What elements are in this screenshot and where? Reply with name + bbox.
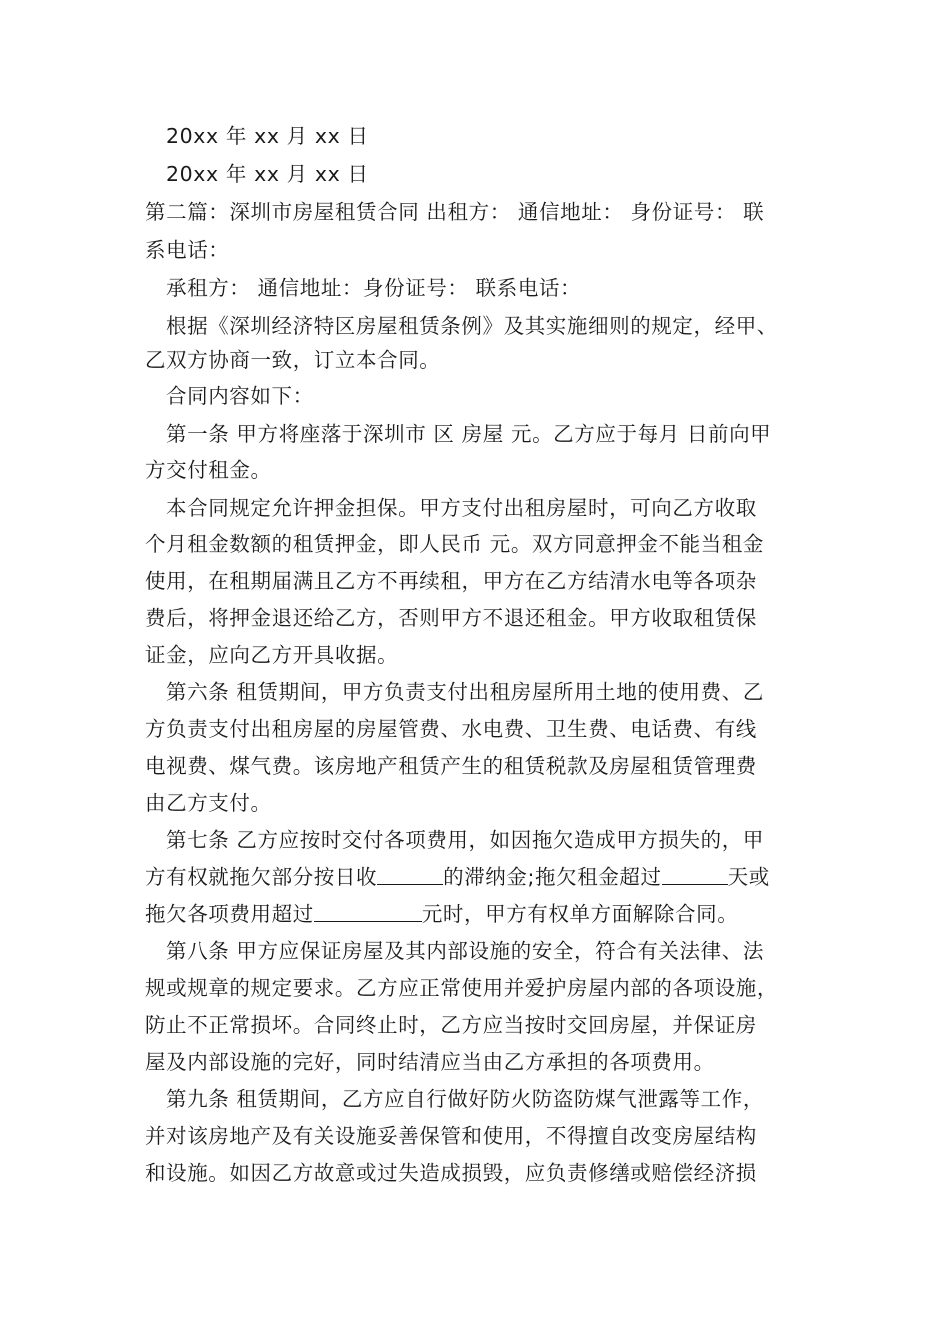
text-segment: 方有权就拖欠部分按日收: [145, 865, 378, 889]
fill-in-blank[interactable]: [314, 901, 422, 922]
tenant-info-line: 承租方： 通信地址：身份证号： 联系电话：: [166, 276, 582, 300]
fill-in-blank[interactable]: [377, 864, 443, 885]
text-segment: 的滞纳金;拖欠租金超过: [443, 865, 662, 889]
article-8-line: 第八条 甲方应保证房屋及其内部设施的安全，符合有关法律、法: [166, 939, 764, 963]
paragraph-line: 合同内容如下：: [166, 384, 314, 408]
paragraph-line: 并对该房地产及有关设施妥善保管和使用，不得擅自改变房屋结构: [145, 1124, 757, 1148]
paragraph-line-with-blank: [145, 901, 738, 927]
paragraph-line: 证金，应向乙方开具收据。: [145, 643, 399, 667]
article-1-line: 第一条 甲方将座落于深圳市 区 房屋 元。乙方应于每月 日前向甲: [166, 422, 772, 446]
paragraph-line: 由乙方支付。: [145, 791, 272, 815]
paragraph-line: 屋及内部设施的完好，同时结清应当由乙方承担的各项费用。: [145, 1050, 715, 1074]
paragraph-line-with-blanks: [145, 864, 770, 890]
paragraph-line: 个月租金数额的租赁押金，即人民币 元。双方同意押金不能当租金: [145, 532, 765, 556]
section-title-line: 第二篇：深圳市房屋租赁合同 出租方： 通信地址： 身份证号： 联: [145, 200, 765, 224]
text-segment: 天或: [727, 865, 770, 889]
paragraph-line: 乙双方协商一致，订立本合同。: [145, 348, 441, 372]
date-line-2: 20xx 年 xx 月 xx 日: [166, 162, 369, 186]
paragraph-line: 和设施。如因乙方故意或过失造成损毁，应负责修缮或赔偿经济损: [145, 1161, 757, 1185]
article-7-line: 第七条 乙方应按时交付各项费用，如因拖欠造成甲方损失的，甲: [166, 828, 764, 852]
paragraph-line: 本合同规定允许押金担保。甲方支付出租房屋时，可向乙方收取: [166, 496, 757, 520]
article-9-line: 第九条 租赁期间，乙方应自行做好防火防盗防煤气泄露等工作，: [166, 1087, 764, 1111]
paragraph-line: 方交付租金。: [145, 458, 272, 482]
text-line: 系电话：: [145, 238, 230, 262]
date-line-1: 20xx 年 xx 月 xx 日: [166, 124, 369, 148]
paragraph-line: 规或规章的规定要求。乙方应正常使用并爱护房屋内部的各项设施，: [145, 976, 778, 1000]
text-segment: 拖欠各项费用超过: [145, 902, 314, 926]
paragraph-line: 电视费、煤气费。该房地产租赁产生的租赁税款及房屋租赁管理费: [145, 754, 757, 778]
article-6-line: 第六条 租赁期间，甲方负责支付出租房屋所用土地的使用费、乙: [166, 680, 764, 704]
fill-in-blank[interactable]: [662, 864, 728, 885]
paragraph-line: 使用，在租期届满且乙方不再续租，甲方在乙方结清水电等各项杂: [145, 569, 757, 593]
paragraph-line: 根据《深圳经济特区房屋租赁条例》及其实施细则的规定，经甲、: [166, 314, 778, 338]
paragraph-line: 费后，将押金退还给乙方，否则甲方不退还租金。甲方收取租赁保: [145, 606, 757, 630]
paragraph-line: 方负责支付出租房屋的房屋管费、水电费、卫生费、电话费、有线: [145, 717, 757, 741]
paragraph-line: 防止不正常损坏。合同终止时，乙方应当按时交回房屋，并保证房: [145, 1013, 757, 1037]
text-segment: 元时，甲方有权单方面解除合同。: [421, 902, 739, 926]
